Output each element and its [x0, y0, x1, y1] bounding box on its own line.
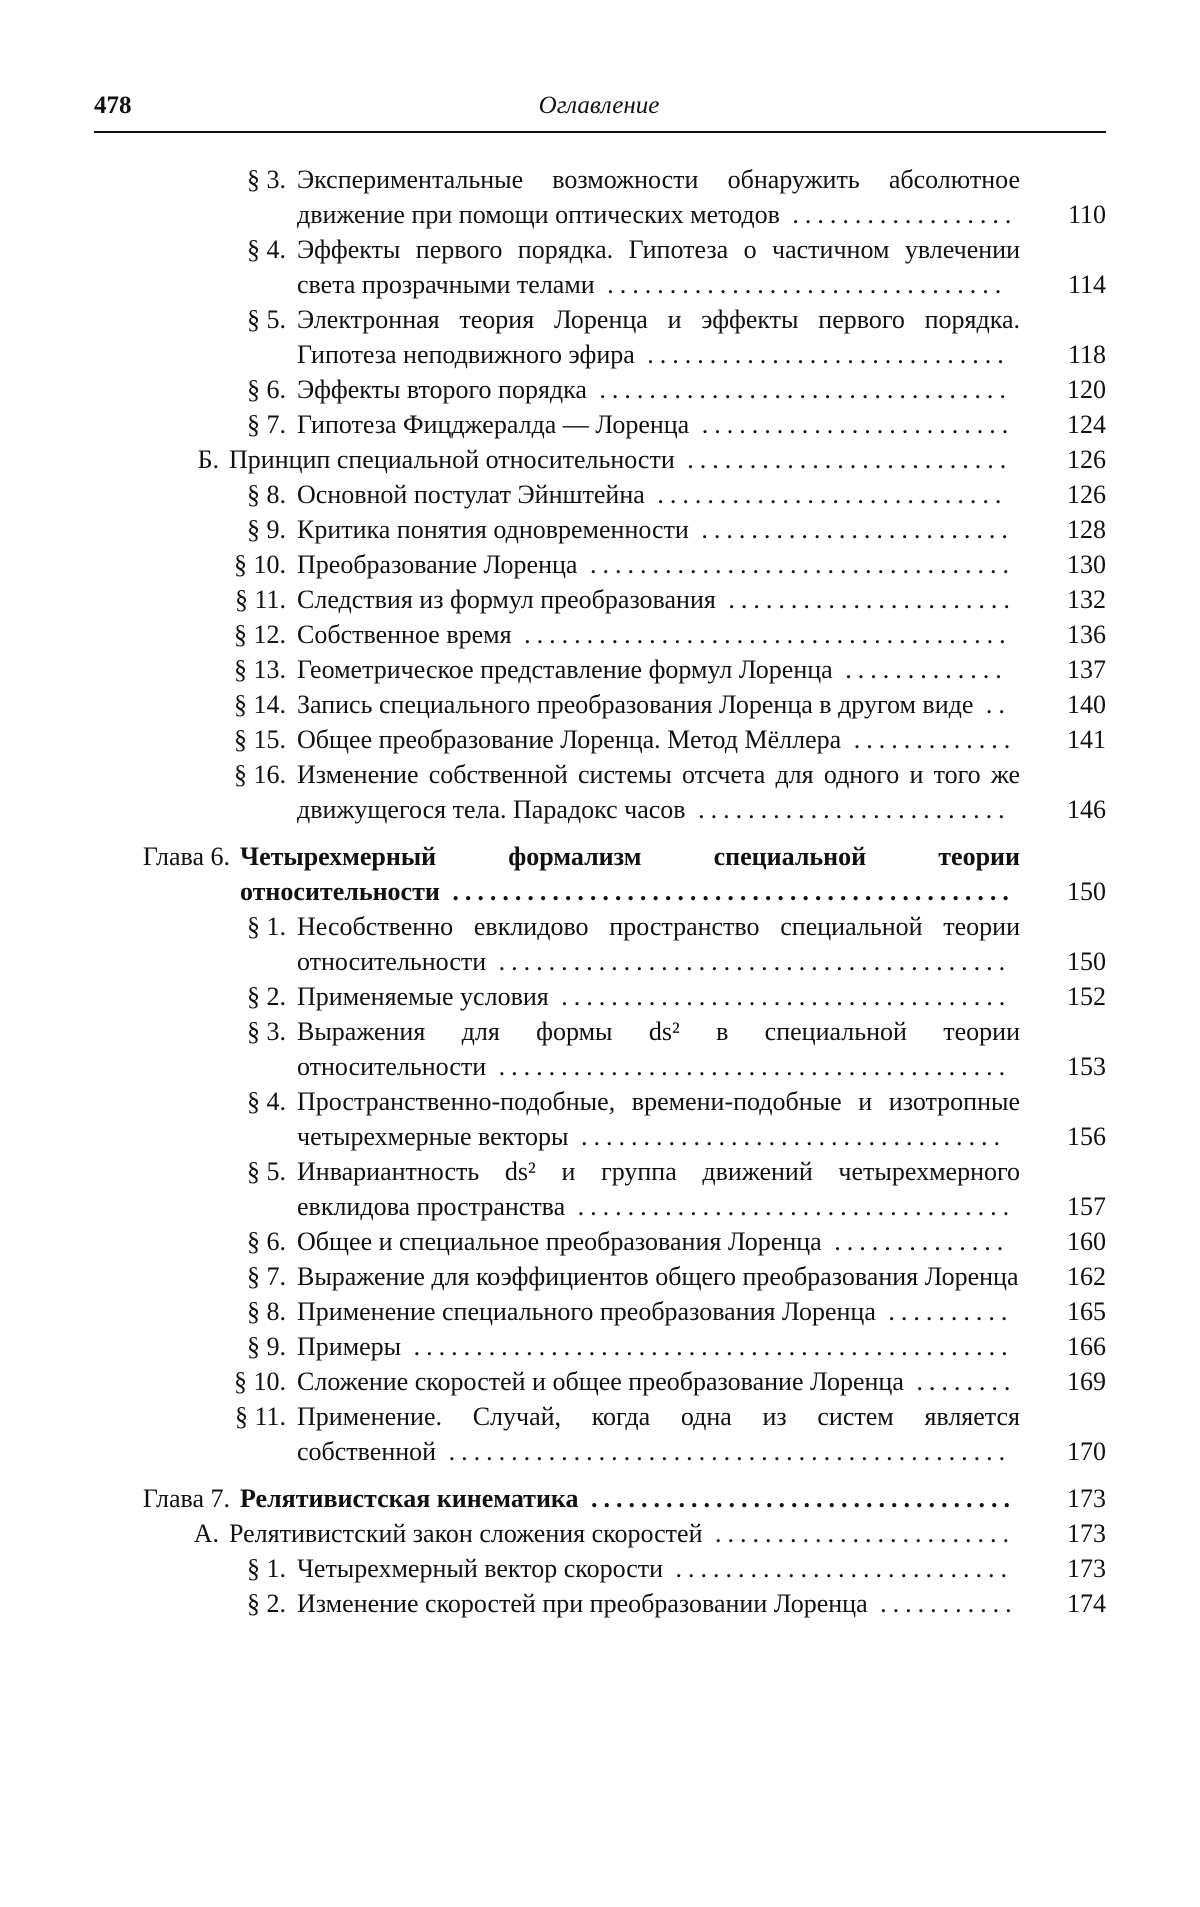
toc-entry-title-text: Собственное время — [297, 620, 512, 649]
toc-entry-title — [297, 1154, 1020, 1224]
toc-entry-title — [297, 302, 1020, 372]
leader-dots: ............................................. — [439, 877, 1015, 906]
toc-entry-title-text: Релятивистский закон сложения скоростей — [229, 1519, 703, 1548]
toc-entry-page: 165 — [1067, 1297, 1106, 1326]
toc-entry-page: 174 — [1067, 1589, 1106, 1618]
toc-entry-chapter — [90, 839, 1106, 909]
toc-entry-page: 173 — [1067, 1519, 1106, 1548]
toc-entry-section — [90, 547, 1106, 582]
toc-entry-number: § 8. — [247, 480, 286, 509]
leader-dots: ....................... — [715, 585, 1016, 614]
toc-entry-title — [297, 1399, 1020, 1469]
leader-dots: .................................. — [578, 1484, 1017, 1513]
leader-dots: ........ — [903, 1367, 1017, 1396]
toc-entry-title-text: Общее и специальное преобразования Лоренца — [297, 1227, 822, 1256]
toc-entry-page: 157 — [1067, 1192, 1106, 1221]
toc-entry-title — [297, 617, 1020, 652]
leader-dots: ........... — [867, 1589, 1018, 1618]
toc-entry-number: § 5. — [247, 1157, 286, 1186]
leader-dots: ................................. — [586, 375, 1012, 404]
toc-entry-section — [90, 909, 1106, 979]
toc-entry-section — [90, 302, 1106, 372]
toc-entry-title-text: Критика понятия одновременности — [297, 515, 689, 544]
toc-entry-page: 120 — [1067, 375, 1106, 404]
toc-entry-number: § 11. — [234, 1402, 286, 1431]
toc-entry-section — [90, 232, 1106, 302]
toc-entry-page: 150 — [1067, 877, 1106, 906]
toc-entry-chapter — [90, 1481, 1106, 1516]
toc-entry-section — [90, 512, 1106, 547]
leader-dots: .................. — [779, 200, 1018, 229]
toc-entry-number: А. — [193, 1519, 219, 1548]
toc-entry-title — [297, 512, 1020, 547]
toc-entry-section — [90, 1259, 1106, 1294]
toc-entry-number: § 8. — [247, 1297, 286, 1326]
toc-entry-page: 118 — [1067, 340, 1106, 369]
toc-entry-section — [90, 1399, 1106, 1469]
toc-entry-section — [90, 407, 1106, 442]
toc-entry-title — [229, 442, 1020, 477]
toc-entry-number: § 13. — [234, 655, 286, 684]
toc-entry-title — [297, 1329, 1020, 1364]
toc-entry-section — [90, 162, 1106, 232]
leader-dots: ................................... — [565, 1192, 1016, 1221]
toc-entry-section — [90, 1224, 1106, 1259]
toc-entry-title-text: Изменение собственной системы отсчета для одного и того же движущегося тела. Парадокс часов — [297, 760, 1020, 824]
leader-dots: ................................................ — [401, 1332, 1014, 1361]
toc-entry-section — [90, 722, 1106, 757]
toc-entry-title-text: Сложение скоростей и общее преобразование Лоренца — [297, 1367, 904, 1396]
toc-entry-section — [90, 1364, 1106, 1399]
leader-dots: ............. — [832, 655, 1008, 684]
toc-entry-title — [297, 407, 1020, 442]
leader-dots: .. — [973, 690, 1011, 719]
toc-entry-page: 124 — [1067, 410, 1106, 439]
toc-entry-number: § 3. — [247, 1017, 286, 1046]
leader-dots: .......... — [875, 1297, 1014, 1326]
toc-entry-title — [297, 1259, 1020, 1294]
toc-entry-title — [297, 1551, 1020, 1586]
toc-entry-title-text: Эффекты первого порядка. Гипотеза о частичном увлечении света прозрачными телами — [297, 235, 1020, 299]
toc-entry-title — [297, 652, 1020, 687]
toc-entry-number: § 6. — [247, 375, 286, 404]
toc-entry-title-text: Несобственно евклидово пространство специальной теории относительности — [297, 912, 1020, 976]
leader-dots: ........................ — [702, 1519, 1015, 1548]
leader-dots: ......................................... — [486, 947, 1012, 976]
toc-entry-number: § 14. — [234, 690, 286, 719]
toc-entry-page: 156 — [1067, 1122, 1106, 1151]
toc-entry-number: § 10. — [234, 550, 286, 579]
toc-entry-number: § 9. — [247, 1332, 286, 1361]
toc-entry-title-text: Пространственно-подобные, времени-подобные и изотропные четырехмерные векторы — [297, 1087, 1020, 1151]
toc-entry-title — [297, 1364, 1020, 1399]
toc-entry-section — [90, 582, 1106, 617]
toc-entry-title — [297, 372, 1020, 407]
toc-entry-title-text: Применение специального преобразования Лоренца — [297, 1297, 876, 1326]
toc-entry-section — [90, 979, 1106, 1014]
toc-entry-page: 136 — [1067, 620, 1106, 649]
toc-entry-page: 128 — [1067, 515, 1106, 544]
toc-entry-title-text: Следствия из формул преобразования — [297, 585, 716, 614]
toc-entry-page: 126 — [1067, 480, 1106, 509]
leader-dots: ......................... — [685, 795, 1011, 824]
toc-entry-title-text: Выражения для формы ds² в специальной теории относительности — [297, 1017, 1020, 1081]
toc-entry-page: 166 — [1067, 1332, 1106, 1361]
toc-entry-page: 170 — [1067, 1437, 1106, 1466]
toc-entry-title-text: Экспериментальные возможности обнаружить абсолютное движение при помощи оптических методов — [297, 165, 1020, 229]
toc-entry-title-text: Электронная теория Лоренца и эффекты первого порядка. Гипотеза неподвижного эфира — [297, 305, 1020, 369]
toc-entry-page: 130 — [1067, 550, 1106, 579]
leader-dots: ................................ — [594, 270, 1008, 299]
toc-entry-title-text: Изменение скоростей при преобразовании Лоренца — [297, 1589, 868, 1618]
toc-entry-page: 160 — [1067, 1227, 1106, 1256]
toc-entry-number: § 6. — [247, 1227, 286, 1256]
toc-entry-section — [90, 1294, 1106, 1329]
leader-dots: ......................... — [688, 515, 1014, 544]
leader-dots: .............. — [821, 1227, 1010, 1256]
toc-entry-page: 146 — [1067, 795, 1106, 824]
toc-entry-part — [90, 1516, 1106, 1551]
toc-entry-page: 162 — [1067, 1262, 1106, 1291]
header-rule — [94, 131, 1106, 133]
toc-entry-section — [90, 687, 1106, 722]
toc-entry-number: § 1. — [247, 1554, 286, 1583]
toc-entry-number: § 15. — [234, 725, 286, 754]
toc-entry-title-text: Принцип специальной относительности — [229, 445, 675, 474]
toc-entry-title — [297, 757, 1020, 827]
toc-entry-title-text: Выражение для коэффициентов общего преобразования Лоренца — [297, 1262, 1019, 1291]
toc-entry-title — [297, 687, 1020, 722]
toc-entry-title-text: Применяемые условия — [297, 982, 549, 1011]
toc-entry-title — [297, 547, 1020, 582]
toc-entry-section — [90, 477, 1106, 512]
toc-entry-page: 150 — [1067, 947, 1106, 976]
toc-entry-section — [90, 372, 1106, 407]
toc-entry-section — [90, 1014, 1106, 1084]
toc-entry-title — [297, 1224, 1020, 1259]
toc-entry-title-text: Запись специального преобразования Лоренца в другом виде — [297, 690, 974, 719]
toc-entry-number: § 4. — [247, 235, 286, 264]
leader-dots: ......................................... — [486, 1052, 1012, 1081]
toc-entry-title — [240, 1481, 1020, 1516]
toc-entry-title — [297, 979, 1020, 1014]
toc-entry-title — [229, 1516, 1020, 1551]
toc-entry-number: § 2. — [247, 1589, 286, 1618]
toc-entry-title-text: Инвариантность ds² и группа движений четырехмерного евклидова пространства — [297, 1157, 1020, 1221]
toc-entry-title-text: Преобразование Лоренца — [297, 550, 578, 579]
toc-entry-page: 140 — [1067, 690, 1106, 719]
toc-entry-page: 114 — [1067, 270, 1106, 299]
toc-entry-title-text: Примеры — [297, 1332, 402, 1361]
toc-entry-number: § 16. — [234, 760, 286, 789]
toc-entry-section — [90, 617, 1106, 652]
toc-entry-title — [297, 722, 1020, 757]
toc-entry-section — [90, 1551, 1106, 1586]
toc-entry-page: 153 — [1067, 1052, 1106, 1081]
toc-entry-title-text: Четырехмерный формализм специальной теории относительности — [240, 842, 1020, 906]
toc-entry-number: § 9. — [247, 515, 286, 544]
toc-entry-title — [297, 1294, 1020, 1329]
toc-entry-number: § 7. — [247, 1262, 286, 1291]
toc-entry-title — [297, 1586, 1020, 1621]
page-header — [94, 92, 1104, 130]
toc-entry-number: Глава 7. — [142, 1484, 230, 1513]
toc-entry-number: § 10. — [234, 1367, 286, 1396]
page-number: 478 — [94, 92, 132, 119]
toc-entry-page: 110 — [1067, 200, 1106, 229]
toc-entry-title-text: Основной постулат Эйнштейна — [297, 480, 645, 509]
leader-dots: .................................... — [548, 982, 1012, 1011]
toc-entry-title — [240, 839, 1020, 909]
toc-entry-title — [297, 1014, 1020, 1084]
toc-entry-title-text: Гипотеза Фицджералда — Лоренца — [297, 410, 690, 439]
toc-entry-page: 173 — [1067, 1484, 1106, 1513]
toc-entry-section — [90, 652, 1106, 687]
leader-dots: ............................................. — [436, 1437, 1012, 1466]
toc-entry-page: 137 — [1067, 655, 1106, 684]
leader-dots: ....................................... — [511, 620, 1012, 649]
toc-entry-title — [297, 162, 1020, 232]
toc-entry-part — [90, 442, 1106, 477]
toc-entry-number: Б. — [197, 445, 219, 474]
toc-entry-title-text: Релятивистская кинематика — [240, 1484, 579, 1513]
toc-entry-section — [90, 1154, 1106, 1224]
toc-entry-section — [90, 757, 1106, 827]
toc-entry-number: § 4. — [247, 1087, 286, 1116]
toc-entry-title — [297, 909, 1020, 979]
running-title: Оглавление — [538, 92, 660, 119]
leader-dots: ............. — [841, 725, 1017, 754]
toc-entry-title — [297, 232, 1020, 302]
toc-entry-page: 126 — [1067, 445, 1106, 474]
toc-entry-section — [90, 1586, 1106, 1621]
toc-entry-page: 173 — [1067, 1554, 1106, 1583]
toc-entry-title-text: Применение. Случай, когда одна из систем является собственной — [297, 1402, 1020, 1466]
leader-dots: .................................. — [577, 550, 1015, 579]
toc-entry-title — [297, 477, 1020, 512]
toc-entry-number: § 2. — [247, 982, 286, 1011]
toc-entry-page: 169 — [1067, 1367, 1106, 1396]
toc-entry-section — [90, 1084, 1106, 1154]
leader-dots: ......................... — [689, 410, 1015, 439]
toc-entry-title — [297, 1084, 1020, 1154]
toc-entry-title-text: Эффекты второго порядка — [297, 375, 587, 404]
toc-entry-section — [90, 1329, 1106, 1364]
toc-entry-title-text: Общее преобразование Лоренца. Метод Мёллера — [297, 725, 842, 754]
toc-entry-number: § 11. — [234, 585, 286, 614]
table-of-contents — [90, 162, 1106, 1621]
leader-dots: ........................... — [663, 1554, 1014, 1583]
leader-dots: ............................ — [644, 480, 1008, 509]
toc-entry-page: 141 — [1067, 725, 1106, 754]
toc-entry-title-text: Геометрическое представление формул Лоренца — [297, 655, 833, 684]
toc-entry-number: § 12. — [234, 620, 286, 649]
toc-entry-title-text: Четырехмерный вектор скорости — [297, 1554, 664, 1583]
leader-dots: .................................. — [568, 1122, 1007, 1151]
toc-entry-number: § 3. — [247, 165, 286, 194]
toc-entry-page: 132 — [1067, 585, 1106, 614]
toc-entry-number: Глава 6. — [142, 842, 230, 871]
toc-entry-number: § 1. — [247, 912, 286, 941]
toc-entry-page: 152 — [1067, 982, 1106, 1011]
toc-entry-number: § 5. — [247, 305, 286, 334]
leader-dots: ............................. — [634, 340, 1010, 369]
toc-entry-title — [297, 582, 1020, 617]
toc-entry-number: § 7. — [247, 410, 286, 439]
leader-dots: .......................... — [674, 445, 1013, 474]
